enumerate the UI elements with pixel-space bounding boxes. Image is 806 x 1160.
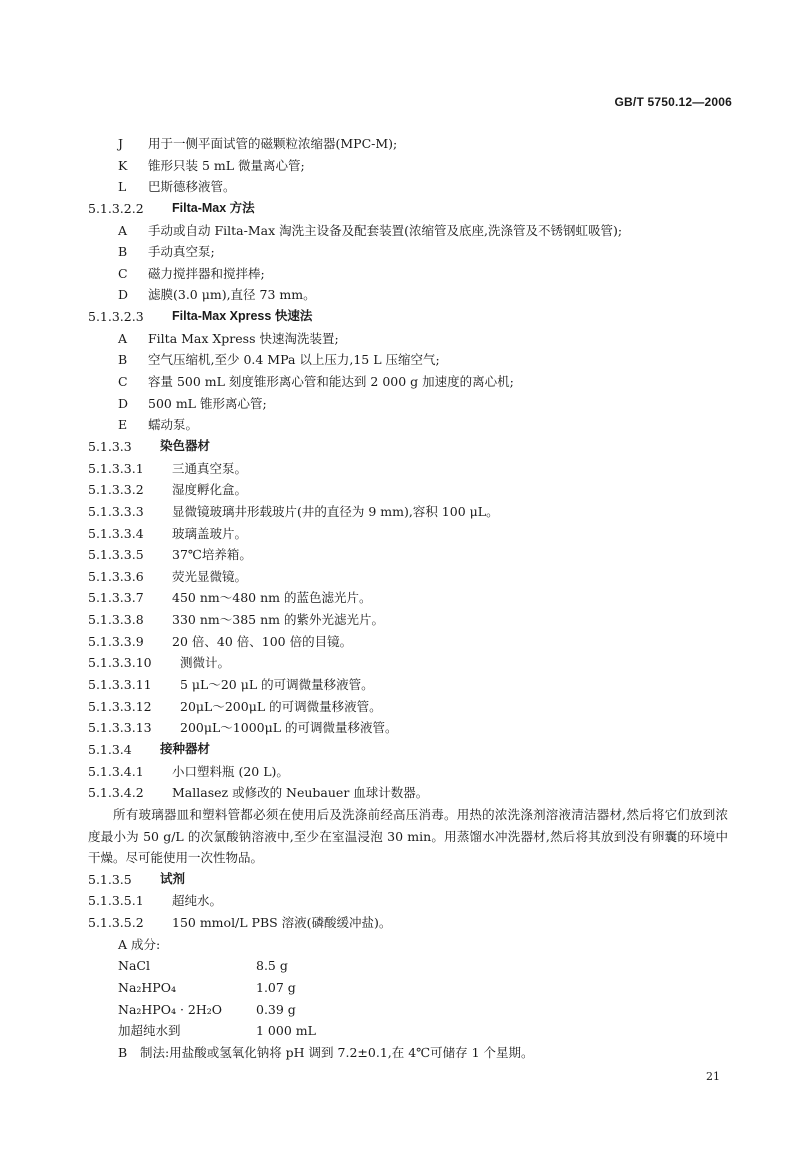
reagent-quantity: 1.07 g	[256, 980, 296, 996]
standard-number-header: GB/T 5750.12—2006	[614, 95, 732, 109]
item-letter: D	[118, 287, 129, 303]
cleaning-paragraph: 所有玻璃器皿和塑料管都必须在使用后及洗涤前经高压消毒。用热的浓洗涤剂溶液清洁器材,然后将它们放到浓度最小为 50 g/L 的次氯酸钠溶液中,至少在室温浸泡 30 min。用蒸馏水冲洗器材,然后将其放到没有卵囊的环境中干燥。尽可能使用一次性物品。	[88, 806, 728, 866]
item-text: 200μL～1000μL 的可调微量移液管。	[180, 720, 398, 736]
list-item	[0, 284, 806, 306]
item-text: 450 nm～480 nm 的蓝色滤光片。	[172, 590, 372, 606]
list-item	[0, 544, 806, 566]
section-number: 5.1.3.2.3	[88, 309, 144, 325]
item-text: 玻璃盖玻片。	[172, 525, 248, 541]
item-letter: E	[118, 417, 128, 433]
item-text: 37℃培养箱。	[172, 547, 252, 563]
item-number: 5.1.3.3.1	[88, 460, 144, 476]
section-title: Filta-Max Xpress 快速法	[172, 309, 313, 324]
section-number: 5.1.3.3	[88, 438, 132, 454]
reagent-name: Na₂HPO₄ · 2H₂O	[118, 1001, 223, 1017]
item-text: 锥形只装 5 mL 微量离心管;	[148, 157, 305, 173]
item-number: 5.1.3.3.11	[88, 677, 152, 693]
item-text: 5 μL～20 μL 的可调微量移液管。	[180, 677, 374, 693]
reagent-name: Na₂HPO₄	[118, 980, 176, 996]
section-heading	[0, 198, 806, 220]
item-number: 5.1.3.3.4	[88, 525, 144, 541]
composition-row	[0, 977, 806, 999]
item-text: 超纯水。	[172, 893, 223, 909]
reagent-quantity: 1 000 mL	[256, 1023, 316, 1039]
list-item	[0, 263, 806, 285]
item-text: 磁力搅拌器和搅拌棒;	[148, 265, 265, 281]
item-letter: C	[118, 265, 128, 281]
item-number: 5.1.3.5.1	[88, 893, 144, 909]
item-letter: K	[118, 157, 128, 173]
page-number: 21	[706, 1070, 720, 1083]
item-number: 5.1.3.3.2	[88, 482, 144, 498]
section-number: 5.1.3.5	[88, 871, 132, 887]
item-number: 5.1.3.3.10	[88, 655, 152, 671]
item-text: 湿度孵化盒。	[172, 482, 248, 498]
list-item	[0, 782, 806, 804]
list-item	[0, 717, 806, 739]
list-item	[0, 458, 806, 480]
section-title: 接种器材	[160, 741, 211, 756]
list-item	[0, 241, 806, 263]
list-item	[0, 631, 806, 653]
list-item	[0, 652, 806, 674]
item-number: 5.1.3.3.3	[88, 503, 144, 519]
item-number: 5.1.3.5.2	[88, 915, 144, 931]
item-letter: J	[118, 136, 124, 151]
item-text: 20 倍、40 倍、100 倍的目镜。	[172, 633, 353, 649]
section-title: 染色器材	[160, 438, 211, 453]
document-body	[0, 133, 806, 1064]
list-item	[0, 479, 806, 501]
list-item	[0, 761, 806, 783]
item-text: 330 nm～385 nm 的紫外光滤光片。	[172, 612, 384, 628]
section-number: 5.1.3.4	[88, 741, 132, 757]
item-letter: L	[118, 179, 127, 195]
list-item	[0, 414, 806, 436]
list-item	[0, 176, 806, 198]
composition-row	[0, 955, 806, 977]
item-letter: B	[118, 352, 128, 368]
item-letter: D	[118, 395, 129, 411]
list-item	[0, 349, 806, 371]
item-number: 5.1.3.3.9	[88, 633, 144, 649]
reagent-quantity: 8.5 g	[256, 958, 288, 974]
item-text: Filta Max Xpress 快速淘洗装置;	[148, 330, 339, 346]
list-item	[0, 155, 806, 177]
item-letter: A	[118, 222, 128, 238]
section-title: 试剂	[160, 871, 186, 886]
composition-label-row	[0, 934, 806, 956]
item-text: Mallasez 或修改的 Neubauer 血球计数器。	[172, 785, 429, 801]
section-title: Filta-Max 方法	[172, 200, 255, 215]
item-text: 150 mmol/L PBS 溶液(磷酸缓冲盐)。	[172, 915, 392, 931]
list-item	[0, 609, 806, 631]
item-text: 手动或自动 Filta-Max 淘洗主设备及配套装置(浓缩管及底座,洗涤管及不锈钢虹吸管);	[148, 222, 623, 238]
list-item	[0, 696, 806, 718]
list-item	[0, 393, 806, 415]
item-text: 小口塑料瓶 (20 L)。	[172, 763, 289, 779]
reagent-quantity: 0.39 g	[256, 1001, 296, 1017]
item-text: 空气压缩机,至少 0.4 MPa 以上压力,15 L 压缩空气;	[148, 352, 440, 368]
section-heading	[0, 739, 806, 761]
list-item	[0, 133, 806, 155]
composition-label: A 成分:	[118, 936, 161, 952]
item-text: 用于一侧平面试管的磁颗粒浓缩器(MPC-M);	[148, 136, 398, 151]
list-item	[0, 523, 806, 545]
item-text: 制法:用盐酸或氢氧化钠将 pH 调到 7.2±0.1,在 4℃可储存 1 个星期。	[140, 1044, 534, 1060]
item-text: 500 mL 锥形离心管;	[148, 395, 267, 411]
item-text: 容量 500 mL 刻度锥形离心管和能达到 2 000 g 加速度的离心机;	[148, 374, 514, 390]
item-text: 显微镜玻璃井形载玻片(井的直径为 9 mm),容积 100 μL。	[172, 503, 499, 519]
item-number: 5.1.3.3.8	[88, 612, 144, 628]
list-item	[0, 501, 806, 523]
item-letter: B	[118, 1044, 128, 1060]
item-text: 测微计。	[180, 655, 231, 671]
item-text: 滤膜(3.0 μm),直径 73 mm。	[148, 287, 316, 303]
item-letter: B	[118, 244, 128, 260]
item-number: 5.1.3.3.13	[88, 720, 152, 736]
list-item	[0, 890, 806, 912]
composition-row	[0, 1020, 806, 1042]
item-number: 5.1.3.4.2	[88, 785, 144, 801]
list-item	[0, 371, 806, 393]
item-letter: C	[118, 374, 128, 390]
item-number: 5.1.3.3.7	[88, 590, 144, 606]
list-item	[0, 912, 806, 934]
section-number: 5.1.3.2.2	[88, 200, 144, 216]
item-letter: A	[118, 330, 128, 346]
item-number: 5.1.3.3.6	[88, 568, 144, 584]
list-item	[0, 674, 806, 696]
composition-row	[0, 999, 806, 1021]
section-heading	[0, 869, 806, 891]
section-heading	[0, 436, 806, 458]
list-item	[0, 1042, 806, 1064]
list-item	[0, 587, 806, 609]
reagent-name: 加超纯水到	[118, 1023, 181, 1039]
item-number: 5.1.3.4.1	[88, 763, 144, 779]
item-text: 三通真空泵。	[172, 460, 248, 476]
list-item	[0, 566, 806, 588]
item-text: 荧光显微镜。	[172, 568, 248, 584]
reagent-name: NaCl	[118, 958, 150, 974]
item-number: 5.1.3.3.12	[88, 698, 152, 714]
item-text: 巴斯德移液管。	[148, 179, 236, 195]
list-item	[0, 220, 806, 242]
item-text: 20μL～200μL 的可调微量移液管。	[180, 698, 382, 714]
list-item	[0, 328, 806, 350]
item-text: 蠕动泵。	[148, 417, 199, 433]
item-number: 5.1.3.3.5	[88, 547, 144, 563]
section-heading	[0, 306, 806, 328]
item-text: 手动真空泵;	[148, 244, 215, 260]
